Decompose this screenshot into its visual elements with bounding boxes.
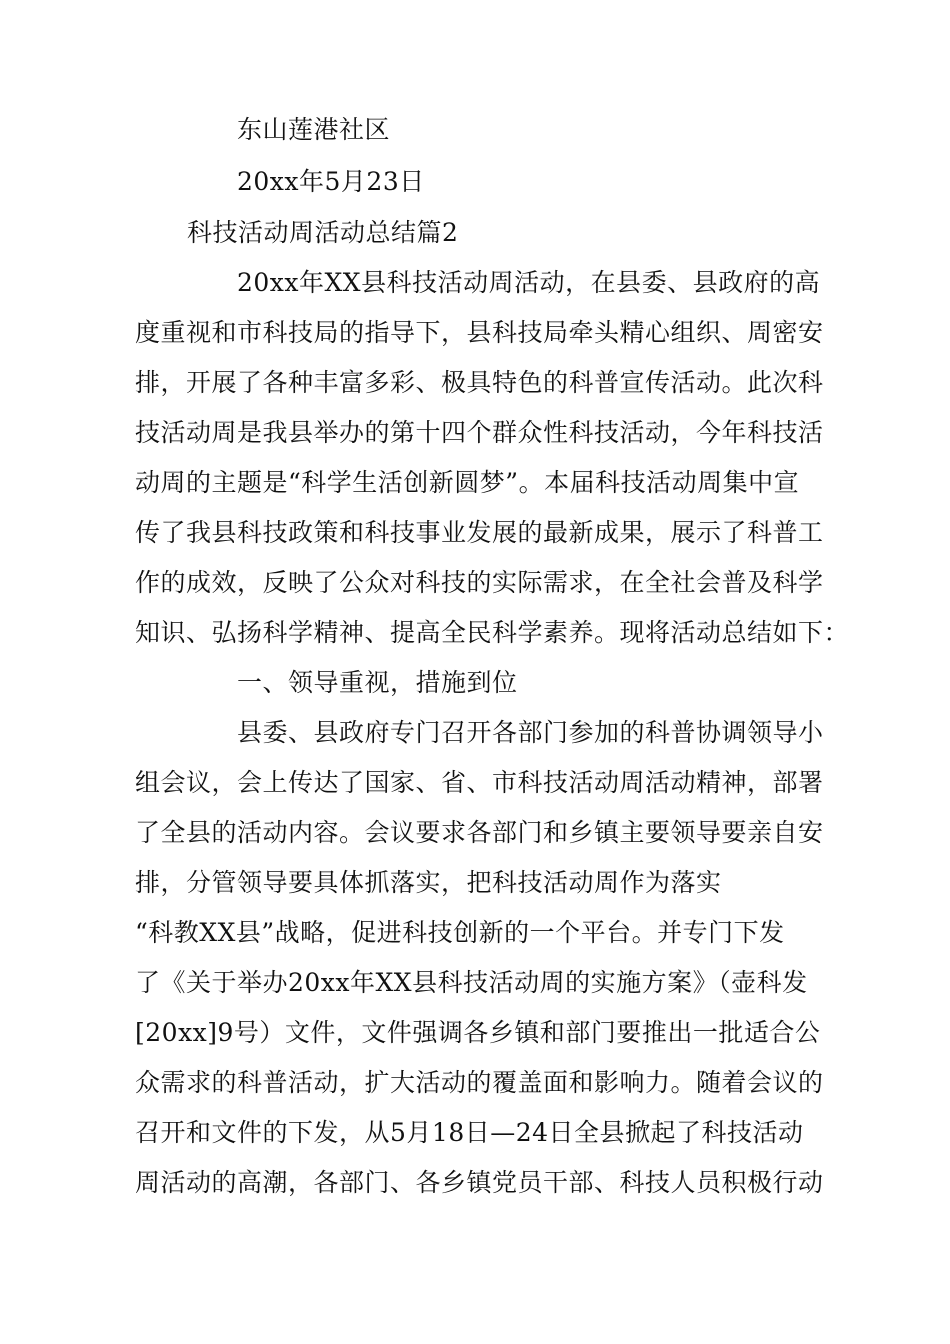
paragraph-1-line: 技活动周是我县举办的第十四个群众性科技活动，今年科技活 — [135, 418, 824, 447]
signature-org: 东山莲港社区 — [237, 115, 391, 144]
paragraph-1-line: 动周的主题是“科学生活创新圆梦”。本届科技活动周集中宣 — [135, 468, 800, 497]
paragraph-1-line: 作的成效，反映了公众对科技的实际需求，在全社会普及科学 — [135, 568, 824, 597]
paragraph-1-line: 知识、弘扬科学精神、提高全民科学素养。现将活动总结如下： — [135, 618, 850, 647]
paragraph-2-line: 了全县的活动内容。会议要求各部门和乡镇主要领导要亲自安 — [135, 818, 824, 847]
paragraph-2-line: 县委、县政府专门召开各部门参加的科普协调领导小 — [237, 718, 824, 747]
paragraph-2-line: 众需求的科普活动，扩大活动的覆盖面和影响力。随着会议的 — [135, 1068, 824, 1097]
paragraph-1-line: 传了我县科技政策和科技事业发展的最新成果，展示了科普工 — [135, 518, 824, 547]
section-title: 科技活动周活动总结篇2 — [187, 218, 459, 247]
paragraph-2-line: 了《关于举办20xx年XX县科技活动周的实施方案》（壶科发 — [135, 968, 808, 997]
paragraph-2-line: “科教XX县”战略，促进科技创新的一个平台。并专门下发 — [135, 918, 785, 947]
paragraph-1-line: 排，开展了各种丰富多彩、极具特色的科普宣传活动。此次科 — [135, 368, 824, 397]
paragraph-2-line: 排，分管领导要具体抓落实，把科技活动周作为落实 — [135, 868, 722, 897]
paragraph-2-line: [20xx]9号）文件，文件强调各乡镇和部门要推出一批适合公 — [135, 1018, 821, 1047]
paragraph-1-line: 20xx年XX县科技活动周活动，在县委、县政府的高 — [237, 268, 821, 297]
paragraph-2-line: 召开和文件的下发，从5月18日—24日全县掀起了科技活动 — [135, 1118, 804, 1147]
paragraph-2-line: 周活动的高潮，各部门、各乡镇党员干部、科技人员积极行动 — [135, 1168, 824, 1197]
heading-1: 一、领导重视，措施到位 — [237, 668, 518, 697]
paragraph-1-line: 度重视和市科技局的指导下，县科技局牵头精心组织、周密安 — [135, 318, 824, 347]
paragraph-2-line: 组会议，会上传达了国家、省、市科技活动周活动精神，部署 — [135, 768, 824, 797]
signature-date: 20xx年5月23日 — [237, 167, 425, 196]
